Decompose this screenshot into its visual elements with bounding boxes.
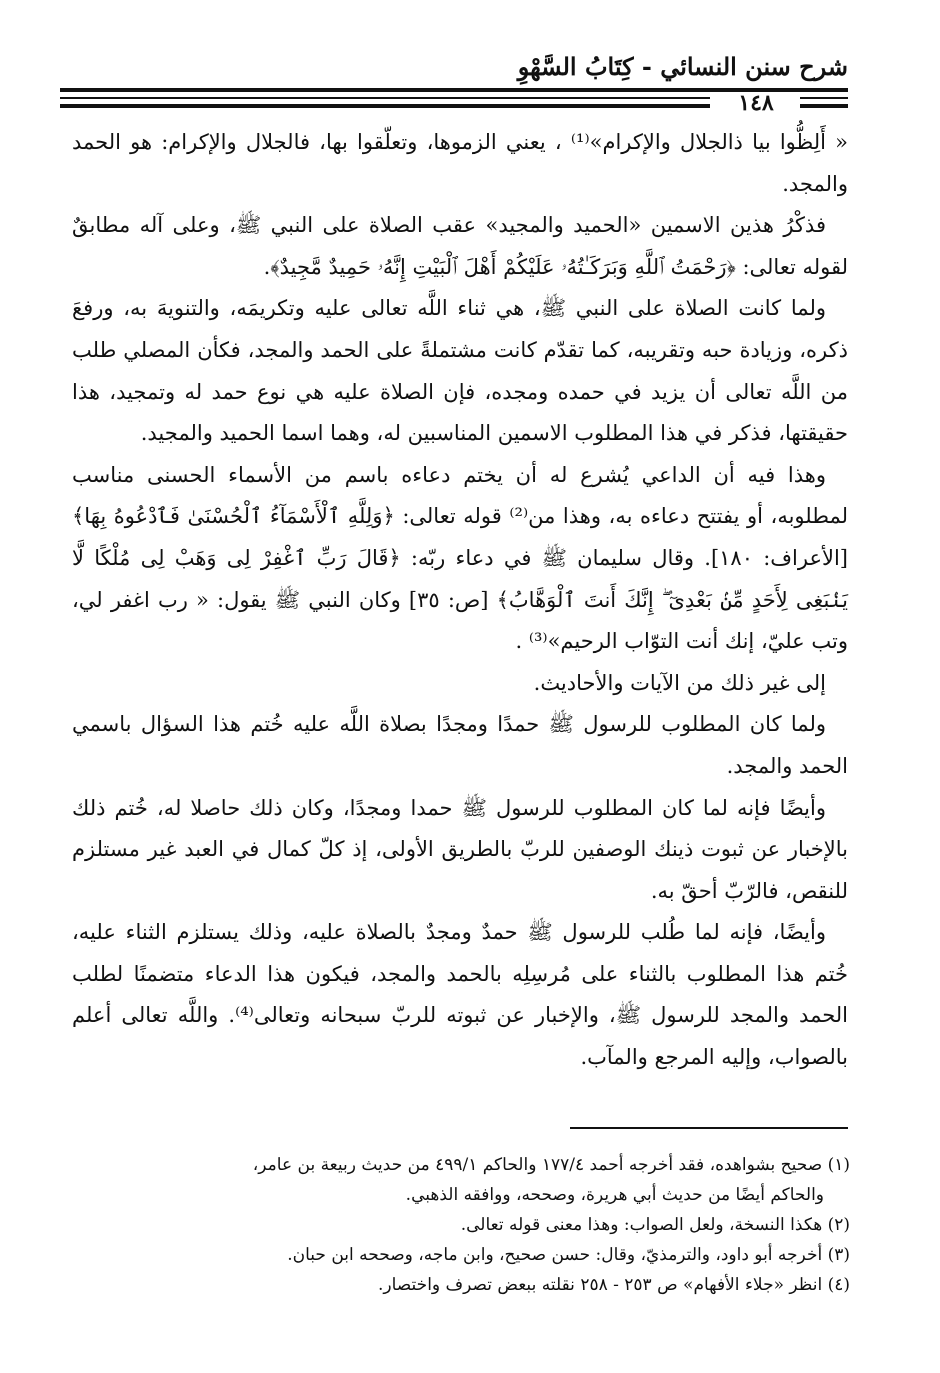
paragraph: ولما كان المطلوب للرسول ﷺ حمدًا ومجدًا بصلاة اللَّه عليه خُتم هذا السؤال باسمي الحمد والمجد.	[72, 712, 848, 778]
header-rule-middle-left	[60, 97, 710, 99]
paragraph: إلى غير ذلك من الآيات والأحاديث.	[533, 670, 826, 695]
footnote: (٣) أخرجه أبو داود، والترمذيّ، وقال: حسن صحيح، وابن ماجه، وصححه ابن حبان.	[287, 1245, 850, 1265]
body-text	[72, 122, 848, 1079]
paragraph: ولما كانت الصلاة على النبي ﷺ، هي ثناء اللَّه تعالى عليه وتكريمَه، والتنويهَ به، ورفعَ ذكره، وزيادة حبه وتقريبه، كما تقدّم كانت مشتملةً على الحمد والمجد، فكأن المصلي طلب من اللَّه تعالى أن يزيد في حمده ومجده، فإن الصلاة عليه هي نوع حمد له وتمجيد، هذا حقيقتها، فذكر في هذا المطلوب الاسمين المناسبين له، وهما اسما الحميد والمجيد.	[72, 296, 848, 446]
paragraph: فذكْرُ هذين الاسمين «الحميد والمجيد» عقب الصلاة على النبي ﷺ، وعلى آله مطابقٌ لقوله تعالى: ﴿رَحْمَتُ ٱللَّهِ وَبَرَكَـٰتُهُۥ عَلَيْكُمْ أَهْلَ ٱلْبَيْتِ إِنَّهُۥ حَمِيدٌ مَّجِيدٌ﴾.	[72, 213, 848, 279]
header-rule-middle-right	[800, 97, 848, 99]
paragraph: وأيضًا، فإنه لما طُلب للرسول ﷺ حمدٌ ومجدٌ بالصلاة عليه، وذلك يستلزم الثناء عليه، خُتم هذا المطلوب بالثناء على مُرسِلِه بالحمد والمجد، فيكون هذا الدعاء متضمنًا لطلب الحمد والمجد للرسول ﷺ، والإخبار عن ثبوته للربّ سبحانه وتعالى⁽⁴⁾. واللَّه تعالى أعلم بالصواب، وإليه المرجع والمآب.	[72, 920, 849, 1070]
paragraph: « أَلِظُّوا بيا ذالجلال والإكرام»⁽¹⁾ ، يعني الزموها، وتعلّقوا بها، فالجلال والإكرام: هو الحمد والمجد.	[72, 130, 848, 196]
running-title: شرح سنن النسائي - كِتَابُ السَّهْوِ	[517, 52, 848, 81]
header-rule-bottom-left	[60, 104, 710, 108]
footnote-separator	[570, 1127, 848, 1129]
footnote: (٤) انظر «جلاء الأفهام» ص ٢٥٣ - ٢٥٨ نقلته ببعض تصرف واختصار.	[378, 1275, 850, 1295]
footnote: (١) صحيح بشواهده، فقد أخرجه أحمد ١٧٧/٤ والحاكم ٤٩٩/١ من حديث ربيعة بن عامر،	[252, 1155, 850, 1175]
page-number: ١٤٨	[738, 90, 774, 116]
paragraph: وأيضًا فإنه لما كان المطلوب للرسول ﷺ حمدا ومجدًا، وكان ذلك حاصلا له، خُتم ذلك بالإخبار عن ثبوت ذينك الوصفين للربّ بالطريق الأولى، إذ كلّ كمال في العبد غير مستلزم للنقص، فالرّبّ أحقّ به.	[72, 795, 848, 903]
footnote-continuation: والحاكم أيضًا من حديث أبي هريرة، وصححه، ووافقه الذهبي.	[405, 1185, 824, 1205]
footnote: (٢) هكذا النسخة، ولعل الصواب: وهذا معنى قوله تعالى.	[460, 1215, 850, 1235]
header-rule-bottom-right	[800, 104, 848, 108]
footnotes	[70, 1150, 850, 1300]
paragraph: وهذا فيه أن الداعي يُشرع له أن يختم دعاءه باسم من الأسماء الحسنى مناسب لمطلوبه، أو يفتتح دعاءه به، وهذا من⁽²⁾ قوله تعالى: ﴿وَلِلَّهِ ٱلْأَسْمَآءُ ٱلْحُسْنَىٰ فَٱدْعُوهُ بِهَا﴾ [الأعراف: ١٨٠]. وقال سليمان ﷺ في دعاء ربّه: ﴿قَالَ رَبِّ ٱغْفِرْ لِى وَهَبْ لِى مُلْكًا لَّا يَنۢبَغِى لِأَحَدٍ مِّنۢ بَعْدِىٓ ۖ إِنَّكَ أَنتَ ٱلْوَهَّابُ﴾ [ص: ٣٥] وكان النبي ﷺ يقول: « رب اغفر لي، وتب عليّ، إنك أنت التوّاب الرحيم»⁽³⁾ .	[72, 462, 848, 654]
